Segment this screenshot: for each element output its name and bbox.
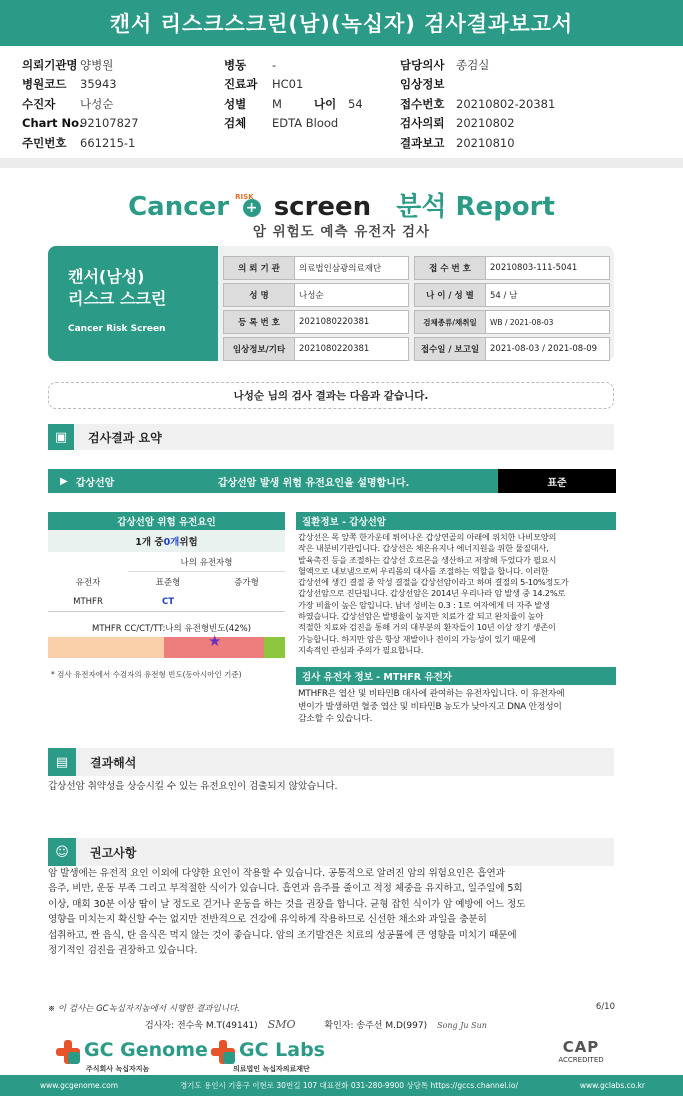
meta-row: [400, 55, 555, 75]
doctor-icon: ☺: [48, 838, 76, 866]
gene-info-header: 검사 유전자 정보 - MTHFR 유전자: [296, 667, 616, 685]
meta-row: [22, 133, 139, 153]
card-title-line1: 캔서(남성): [68, 267, 145, 286]
frequency-footnote: * 검사 유전자에서 수검자의 유전형 빈도(동아시아인 기준): [51, 670, 242, 679]
meta-value: 92107827: [80, 116, 139, 131]
card-info-value: 54 / 남: [486, 283, 610, 307]
result-bar-main: [48, 469, 498, 493]
disease-info-line: 작은 내분비기관입니다. 갑상선은 체온유지나 에너지원을 위한 물질대사,: [298, 543, 549, 554]
meta-value: 35943: [80, 77, 117, 92]
examiner-signature: SMO: [267, 1018, 296, 1031]
gene-info-line: MTHFR은 엽산 및 비타민B 대사에 관여하는 유전자입니다. 이 유전자에: [298, 689, 565, 699]
logo-subtitle: 의료법인 녹십자의료재단: [233, 1065, 310, 1073]
card-info-value: 20210803-111-5041: [486, 256, 610, 280]
brand-subtitle: 암 위험도 예측 유전자 검사: [252, 224, 431, 240]
result-cancer-name: 갑상선암: [75, 477, 115, 489]
meta-value: 종검실: [456, 57, 490, 72]
meta-row: [400, 75, 555, 95]
disease-info-line: 갑상선암으로 진단됩니다. 갑상선암은 2014년 우리나라 암 발생 중 14.2%로: [298, 588, 566, 599]
meta-key: 성별: [224, 96, 247, 111]
logo-name: GC Genome: [84, 1039, 208, 1061]
genome-website-link[interactable]: www.gcgenome.com: [40, 1081, 119, 1090]
gc-labs-logo: [211, 1038, 325, 1073]
clipboard-icon: ▤: [48, 748, 76, 776]
gene-info-line: 감소할 수 있습니다.: [298, 714, 373, 724]
risk-grid-cols: [48, 572, 285, 592]
meta-row: [400, 133, 555, 153]
divider: [0, 158, 683, 168]
brand-report: 분석 Report: [396, 192, 555, 222]
risk-count-value: 0개: [163, 537, 180, 548]
section-recommendation-header: [48, 838, 614, 866]
card-info-value: 2021-08-03 / 2021-08-09: [486, 337, 610, 361]
card-info-row: [223, 310, 409, 334]
gc-genome-logo: [56, 1038, 208, 1073]
empty-cell: [48, 552, 128, 572]
meta-col-3: [400, 55, 555, 153]
recommendation-line: 영향을 미치는지 확신할 수는 없지만 전반적으로 건강에 유익하게 작용하므로 신선한 채소와 과일을 충분히: [48, 914, 487, 926]
plus-icon: +: [243, 199, 261, 217]
meta-key: 담당의사: [400, 57, 445, 72]
card-info-value: WB / 2021-08-03: [486, 310, 610, 334]
section-title: 검사결과 요약: [88, 430, 162, 445]
disease-info-body: [298, 532, 616, 656]
disease-info-header: 질환정보 - 갑상선암: [296, 512, 616, 530]
meta-row: [22, 75, 139, 95]
card-info-key: 나 이 / 성 별: [414, 283, 486, 307]
section-summary-header: [48, 424, 614, 450]
age-key: 나이: [314, 96, 337, 111]
labs-website-link[interactable]: www.gclabs.co.kr: [579, 1081, 645, 1090]
meta-value: 20210802-20381: [456, 96, 556, 111]
meta-value: 661215-1: [80, 135, 136, 150]
card-info-row: [414, 256, 610, 280]
confirmer: 확인자: 송주선 M.D(997): [324, 1021, 428, 1031]
card-info-key: 임상정보/기타: [223, 337, 295, 361]
meta-row: [22, 94, 139, 114]
cap-title: CAP: [562, 1038, 600, 1056]
disease-info-line: 발육촉진 등을 조절하는 갑상선 호르몬을 생산하고 저장해 두었다가 필요시: [298, 554, 557, 565]
gene-name: MTHFR: [73, 596, 103, 607]
recommendation-line: 정기적인 검진을 권장하고 있습니다.: [48, 945, 198, 957]
star-icon: ★: [208, 632, 222, 650]
disease-info-line: 가능합니다. 하지만 암은 항상 재발이나 전이의 가능성이 있기 때문에: [298, 633, 536, 644]
disease-info-line: 적절한 치료와 검진을 통해 거의 대부분의 환자들이 10년 이상 장기 생존이: [298, 622, 556, 633]
brand-cancer: Cancer: [128, 192, 230, 222]
footer-note: ※ 이 검사는 GC녹십자지놈에서 시행한 결과입니다.: [48, 1004, 240, 1014]
card-title-panel: [48, 246, 218, 361]
cap-accredited-logo: [546, 1038, 616, 1064]
meta-row: [400, 114, 555, 134]
report-title-banner: [0, 0, 683, 46]
logo-subtitle: 주식회사 녹십자지놈: [86, 1065, 150, 1073]
meta-row: [224, 75, 363, 95]
meta-key: 병원코드: [22, 77, 67, 92]
card-info-key: 검체종류/채취일: [414, 310, 486, 334]
result-bar: [48, 469, 616, 493]
recommendation-line: 섭취하고, 짠 음식, 탄 음식은 먹지 않는 것이 좋습니다. 암의 조기발견은 치료의 성공률에 큰 영향을 미치기 때문에: [48, 929, 517, 941]
meta-row: [22, 114, 139, 134]
cap-subtitle: ACCREDITED: [558, 1056, 604, 1064]
card-title-en: Cancer Risk Screen: [68, 324, 166, 334]
card-info-row: [414, 337, 610, 361]
frequency-segment: [48, 637, 164, 658]
meta-col-2: [224, 55, 363, 133]
meta-value: M: [272, 96, 282, 111]
meta-col-1: [22, 55, 139, 153]
my-genotype-label: 나의 유전자형: [128, 552, 285, 572]
meta-row: [22, 55, 139, 75]
signers: [145, 1018, 513, 1031]
meta-key: 의뢰기관명: [22, 57, 78, 72]
risk-panel-header: 갑상선암 위험 유전요인: [48, 512, 285, 530]
frequency-segment: [264, 637, 285, 658]
card-info-value: 2021080220381: [295, 337, 409, 361]
page-number: 6/10: [595, 1002, 615, 1012]
risk-count-prefix: 1개 중: [135, 537, 164, 548]
examiner: 검사자: 전수욱 M.T(49141): [145, 1021, 258, 1031]
genotype-frequency-bar: [48, 637, 285, 658]
section-title: 권고사항: [90, 845, 137, 860]
gc-cross-icon: [211, 1040, 235, 1064]
disease-info-line: 갑상선에 생긴 결절 중 악성 결절을 갑상선암이라고 하며 결절의 5-10%정도가: [298, 577, 569, 588]
meta-value: -: [272, 57, 277, 72]
meta-row: [224, 94, 363, 114]
footer-contact-bar: [0, 1075, 683, 1096]
disease-info-line: 지속적인 관심과 주의가 필요합니다.: [298, 644, 424, 655]
contact-address: 경기도 용인시 기흥구 이현로 30번길 107 대표전화 031-280-9900 상담톡 https://gccs.channel.io/: [179, 1081, 518, 1090]
report-title: 캔서 리스크스크린(남)(녹십자) 검사결과보고서: [109, 12, 574, 36]
meta-value: 양병원: [80, 57, 114, 72]
card-info-row: [223, 337, 409, 361]
card-info-value: 2021080220381: [295, 310, 409, 334]
meta-row: [224, 55, 363, 75]
risk-grid-header: [48, 552, 285, 572]
brand-screen: screen: [273, 192, 372, 222]
genotype-increased: [208, 592, 285, 611]
card-info-row: [223, 256, 409, 280]
meta-key: Chart No.: [22, 116, 84, 131]
recommendation-line: 음주, 비만, 운동 부족 그리고 부적절한 식이가 있습니다. 흡연과 음주를 줄이고 적정 체중을 유지하고, 일주일에 5회: [48, 883, 523, 895]
meta-key: 병동: [224, 57, 247, 72]
col-standard: 표준형: [155, 578, 181, 588]
meta-key: 임상정보: [400, 77, 445, 92]
card-info-key: 접수일 / 보고일: [414, 337, 486, 361]
recommendation-text: [48, 866, 618, 958]
gc-cross-icon: [56, 1040, 80, 1064]
confirmer-signature: Song Ju Sun: [437, 1021, 487, 1030]
result-description: 갑상선암 발생 위험 유전요인을 설명합니다.: [217, 477, 410, 489]
meta-value: 20210810: [456, 135, 515, 150]
meta-value: HC01: [272, 77, 304, 92]
meta-key: 주민번호: [22, 135, 67, 150]
genotype-standard: CT: [161, 596, 175, 607]
card-info-key: 성 명: [223, 283, 295, 307]
card-info-key: 접 수 번 호: [414, 256, 486, 280]
risk-grid-row: [48, 592, 285, 612]
info-card: [48, 246, 614, 361]
age-value: 54: [348, 96, 363, 111]
result-status-badge: 표준: [498, 469, 616, 493]
meta-key: 결과보고: [400, 135, 445, 150]
card-info-key: 의 뢰 기 관: [223, 256, 295, 280]
meta-key: 수진자: [22, 96, 56, 111]
disease-info-line: 하였습니다. 갑상선암은 발병율이 높지만 치료가 잘 되고 완치율이 높아: [298, 611, 544, 622]
meta-value: 20210802: [456, 116, 515, 131]
genotype-frequency-label: MTHFR CC/CT/TT:나의 유전형빈도(42%): [92, 624, 252, 634]
card-info-row: [414, 283, 610, 307]
risk-factor-panel: [48, 512, 285, 612]
logo-name: GC Labs: [239, 1039, 325, 1061]
recommendation-line: 암 발생에는 유전적 요인 이외에 다양한 요인이 작용할 수 있습니다. 공통적으로 알려진 암의 위험요인은 흡연과: [48, 868, 505, 879]
col-gene: 유전자: [75, 578, 101, 588]
card-info-key: 등 록 번 호: [223, 310, 295, 334]
gene-info-body: [298, 688, 616, 726]
result-notice: 나성순 님의 검사 결과는 다음과 같습니다.: [48, 382, 614, 409]
card-info-row: [414, 310, 610, 334]
meta-value: EDTA Blood: [272, 116, 339, 131]
card-title-line2: 리스크 스크린: [68, 289, 167, 308]
disease-info-line: 혈액으로 내보냄으로써 우리몸의 대사를 조절하는 역할을 합니다. 이러한: [298, 565, 549, 576]
section-interpretation-header: [48, 748, 614, 776]
gene-info-line: 변이가 발생하면 혈중 엽산 및 비타민B 농도가 낮아지고 DNA 안정성이: [298, 701, 562, 712]
interpretation-text: 갑상선암 취약성을 상승시킬 수 있는 유전요인이 검출되지 않았습니다.: [48, 781, 338, 792]
chart-icon: ▣: [48, 424, 74, 450]
meta-row: [400, 94, 555, 114]
meta-key: 접수번호: [400, 96, 445, 111]
brand-logo: [0, 186, 683, 223]
disease-info-line: 갑상선은 목 앞쪽 한가운데 튀어나온 갑상연골의 아래에 위치한 나비모양의: [298, 532, 557, 542]
card-info-value: 나성순: [295, 283, 409, 307]
disease-info-line: 가장 비율이 높은 암입니다. 남녀 성비는 0.3 : 1로 여자에게 더 자주 발생: [298, 599, 550, 610]
col-increased: 증가형: [234, 578, 259, 588]
brand-risk: RISK: [235, 193, 254, 201]
risk-count: [48, 530, 285, 552]
meta-key: 검체: [224, 116, 247, 131]
footer-logos: [56, 1038, 616, 1078]
meta-row: [224, 114, 363, 134]
risk-count-suffix: 위험: [179, 537, 198, 548]
section-title: 결과해석: [90, 755, 137, 770]
card-info-row: [223, 283, 409, 307]
meta-key: 검사의뢰: [400, 116, 445, 131]
play-icon: ▶: [60, 475, 68, 487]
meta-value: 나성순: [80, 96, 114, 111]
meta-key: 진료과: [224, 77, 258, 92]
card-info-value: 의료법인삼광의료재단: [295, 256, 409, 280]
recommendation-line: 이상, 매회 30분 이상 땀이 날 정도로 걷거나 운동을 하는 것을 권장을 합니다. 균형 잡힌 식이가 암 예방에 어느 정도: [48, 898, 526, 910]
